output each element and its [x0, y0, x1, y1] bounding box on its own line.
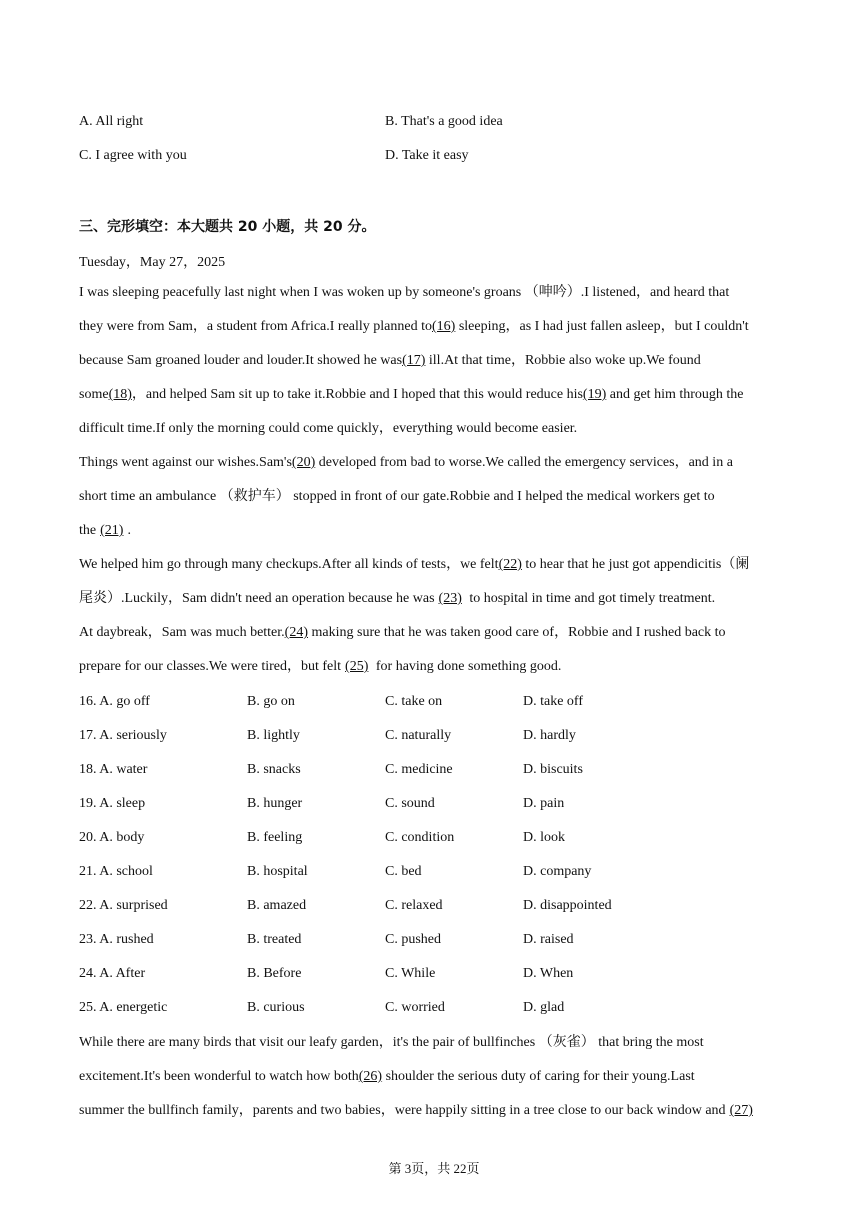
passage1-paragraph-1	[79, 280, 791, 450]
blank-number: (24)	[284, 625, 308, 640]
option-a: A. All right	[79, 114, 144, 129]
passage-date: Tuesday，May 27，2025	[79, 255, 226, 270]
text-segment: excitement.It's been wonderful to watch how both	[79, 1069, 359, 1084]
choice-a: 19. A. sleep	[79, 796, 146, 811]
text-segment: prepare for our classes.We were tired，but felt	[79, 659, 342, 674]
choice-c: C. While	[385, 966, 436, 981]
blank-number: (25)	[345, 659, 369, 674]
question-row	[79, 762, 799, 786]
passage1-paragraph-2	[79, 450, 791, 552]
question-row	[79, 796, 799, 820]
blank-number: (17)	[402, 353, 426, 368]
blank-number: (19)	[582, 387, 607, 402]
blank-number: (20)	[291, 455, 316, 470]
question-row	[79, 694, 799, 718]
question-row	[79, 830, 799, 854]
text-segment: shoulder the serious duty of caring for their young.Last	[382, 1069, 695, 1084]
text-segment: to hospital in time and got timely treatment.	[465, 591, 716, 606]
question-row	[79, 1000, 799, 1024]
choice-d: D. disappointed	[523, 898, 612, 913]
text-segment: ，and helped Sam sit up to take it.Robbie and I hoped that this would reduce his	[131, 387, 583, 402]
choice-a: 24. A. After	[79, 966, 146, 981]
choice-a: 16. A. go off	[79, 694, 150, 709]
choice-c: C. naturally	[385, 728, 452, 743]
text-line	[79, 450, 791, 484]
choice-b: B. hunger	[247, 796, 303, 811]
choice-c: C. relaxed	[385, 898, 443, 913]
choice-a: 21. A. school	[79, 864, 153, 879]
text-segment: I was sleeping peacefully last night when I was woken up by someone's groans （呻吟）.I listened，and heard that	[79, 285, 730, 300]
choice-a: 25. A. energetic	[79, 1000, 168, 1015]
text-segment: sleeping，as I had just fallen asleep，but I couldn't	[455, 319, 749, 334]
previous-options-row-1	[79, 114, 799, 136]
choice-c: C. condition	[385, 830, 455, 845]
blank-number: (26)	[358, 1069, 383, 1084]
text-segment: difficult time.If only the morning could come quickly，everything would become easier.	[79, 421, 578, 436]
choice-d: D. glad	[523, 1000, 565, 1015]
choice-b: B. feeling	[247, 830, 303, 845]
previous-options-row-2	[79, 148, 799, 170]
question-row	[79, 864, 799, 888]
question-row	[79, 932, 799, 956]
question-row	[79, 898, 799, 922]
text-segment: they were from Sam，a student from Africa.I really planned to	[79, 319, 432, 334]
passage2-paragraph	[79, 1030, 791, 1132]
choice-a: 18. A. water	[79, 762, 148, 777]
text-segment: .	[127, 523, 131, 538]
text-line	[79, 620, 791, 654]
choice-a: 23. A. rushed	[79, 932, 154, 947]
choice-c: C. sound	[385, 796, 435, 811]
choice-c: C. medicine	[385, 762, 453, 777]
text-line	[79, 654, 791, 688]
choice-d: D. pain	[523, 796, 565, 811]
text-line	[79, 586, 791, 620]
choice-d: D. raised	[523, 932, 574, 947]
blank-number: (16)	[432, 319, 456, 334]
blank-number: (27)	[729, 1103, 753, 1118]
text-line	[79, 1030, 791, 1064]
choice-a: 22. A. surprised	[79, 898, 168, 913]
choice-b: B. curious	[247, 1000, 305, 1015]
choice-d: D. When	[523, 966, 574, 981]
text-segment: ill.At that time，Robbie also woke up.We found	[425, 353, 701, 368]
text-segment: Things went against our wishes.Sam's	[79, 455, 292, 470]
text-line	[79, 348, 791, 382]
text-segment: because Sam groaned louder and louder.It showed he was	[79, 353, 403, 368]
choice-b: B. go on	[247, 694, 295, 709]
text-segment: making sure that he was taken good care of，Robbie and I rushed back to	[308, 625, 726, 640]
choice-b: B. lightly	[247, 728, 300, 743]
passage1-paragraph-4	[79, 620, 791, 688]
choice-d: D. hardly	[523, 728, 576, 743]
option-d: D. Take it easy	[385, 148, 469, 163]
choice-d: D. look	[523, 830, 565, 845]
text-segment: the	[79, 523, 97, 538]
text-segment: We helped him go through many checkups.After all kinds of tests，we felt	[79, 557, 499, 572]
text-line	[79, 552, 791, 586]
text-segment: 尾炎）.Luckily，Sam didn't need an operation because he was	[79, 591, 435, 606]
choice-b: B. Before	[247, 966, 302, 981]
text-line	[79, 484, 791, 518]
blank-number: (21)	[100, 523, 124, 538]
text-segment: At daybreak，Sam was much better.	[79, 625, 285, 640]
text-segment: While there are many birds that visit our leafy garden，it's the pair of bullfinches （灰雀） that bring the most	[79, 1035, 704, 1050]
text-segment: short time an ambulance （救护车） stopped in front of our gate.Robbie and I helped the medical workers get to	[79, 489, 715, 504]
choice-d: D. company	[523, 864, 592, 879]
text-segment: some	[79, 387, 109, 402]
text-line	[79, 280, 791, 314]
choice-d: D. take off	[523, 694, 583, 709]
choice-b: B. amazed	[247, 898, 307, 913]
blank-number: (18)	[108, 387, 132, 402]
text-segment: to hear that he just got appendicitis（阑	[521, 557, 750, 572]
question-row	[79, 966, 799, 990]
text-segment: and get him through the	[606, 387, 744, 402]
text-line	[79, 1098, 791, 1132]
blank-number: (23)	[438, 591, 462, 606]
text-segment: for having done something good.	[372, 659, 562, 674]
blank-number: (22)	[498, 557, 522, 572]
choice-c: C. take on	[385, 694, 443, 709]
passage1-paragraph-3	[79, 552, 791, 620]
text-line	[79, 416, 791, 450]
text-segment: developed from bad to worse.We called the emergency services，and in a	[315, 455, 733, 470]
choice-c: C. worried	[385, 1000, 445, 1015]
text-line	[79, 518, 791, 552]
text-line	[79, 382, 791, 416]
text-segment: summer the bullfinch family，parents and two babies，were happily sitting in a tree close to our back window and	[79, 1103, 726, 1118]
choice-c: C. pushed	[385, 932, 441, 947]
question-row	[79, 728, 799, 752]
option-b: B. That's a good idea	[385, 114, 503, 129]
option-c: C. I agree with you	[79, 148, 187, 163]
choice-a: 20. A. body	[79, 830, 145, 845]
choice-c: C. bed	[385, 864, 422, 879]
page-footer: 第 3页，共 22页	[388, 1161, 480, 1176]
choice-d: D. biscuits	[523, 762, 583, 777]
text-line	[79, 1064, 791, 1098]
section-title: 三、完形填空：本大题共 20 小题，共 20 分。	[79, 219, 376, 235]
choice-b: B. hospital	[247, 864, 308, 879]
choice-b: B. snacks	[247, 762, 301, 777]
choice-a: 17. A. seriously	[79, 728, 167, 743]
choice-b: B. treated	[247, 932, 302, 947]
text-line	[79, 314, 791, 348]
